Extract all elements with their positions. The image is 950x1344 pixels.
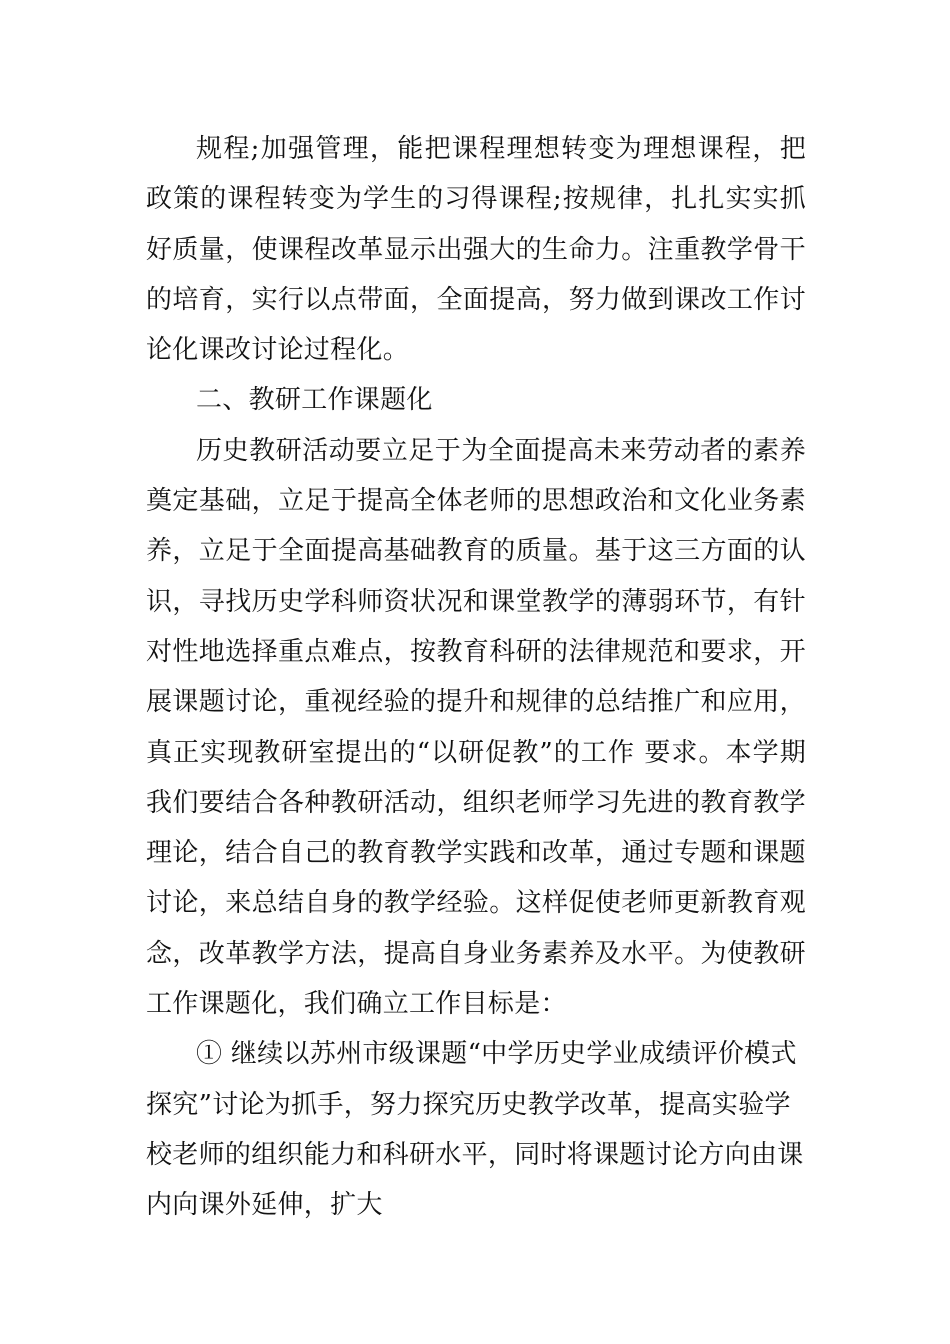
paragraph-curriculum-reform: 规程;加强管理，能把课程理想转变为理想课程，把政策的课程转变为学生的习得课程;按规律，扎扎实实抓好质量，使课程改革显示出强大的生命力。注重教学骨干的培育，实行以点带面，全面提高，努力做到课改工作讨论化课改讨论过程化。 bbox=[146, 134, 806, 366]
section-heading-research-topics: 二、教研工作课题化 bbox=[196, 385, 433, 416]
document-body bbox=[146, 124, 806, 1231]
paragraph-goal-1: ① 继续以苏州市级课题“中学历史学业成绩评价模式探究”讨论为抓手，努力探究历史教学改革，提高实验学校老师的组织能力和科研水平，同时将课题讨论方向由课内向课外延伸，扩大 bbox=[146, 1039, 804, 1221]
paragraph-history-research: 历史教研活动要立足于为全面提高未来劳动者的素养奠定基础，立足于提高全体老师的思想政治和文化业务素养，立足于全面提高基础教育的质量。基于这三方面的认识，寻找历史学科师资状况和课堂教学的薄弱环节，有针对性地选择重点难点，按教育科研的法律规范和要求，开展课题讨论，重视经验的提升和规律的总结推广和应用，真正实现教研室提出的“以研促教”的工作 要求。本学期我们要结合各种教研活动，组织老师学习先进的教育教学理论，结合自己的教育教学实践和改革，通过专题和课题讨论，来总结自身的教学经验。这样促使老师更新教育观念，改革教学方法，提高自身业务素养及水平。为使教研工作课题化，我们确立工作目标是： bbox=[146, 435, 806, 1020]
